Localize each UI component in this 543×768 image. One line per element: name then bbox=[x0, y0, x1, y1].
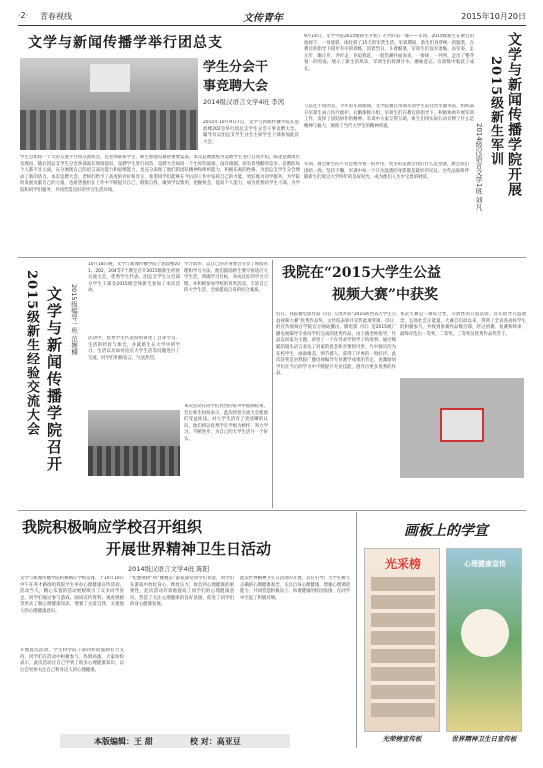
article-cadre-election bbox=[18, 28, 300, 256]
title-line-1: 我院积极响应学校召开组织 bbox=[22, 518, 203, 536]
article-body-2: 开展此次活动，学生和学院干部同样的鼓励有力支持，同学们在活动中积极参与，热情高涨，大家纷纷表示，此次活动让自己学到了很多心理健康知识，以后会更加关注自己和身边人的心理健康。 bbox=[20, 648, 124, 673]
article-military-training bbox=[304, 28, 526, 256]
article-body-3: 学习软件，以自己的亲身体会分享了时间管理和学习方法，他们鼓励新生要尽快适应大学生活，明确学习目标，养成良好的学习习惯，并积极参加学校的各类活动，丰富自己的大学生活，全面提高自身的综合素质。 bbox=[184, 262, 268, 294]
article-body-2: 本次大赛是一项综合性、开放性的公益活动，旨在倡导公益理念，弘扬社会正能量，大赛自启动以来，得到了全省各高校学生的积极参与，共收到参赛作品数百部，经过初赛、复赛和终审，最终评选出一等奖、二等奖、三等奖及优秀作品奖若干。 bbox=[400, 312, 526, 337]
article-lead: 2015年10月9日7点，文学与新闻传播学院在思政楼202室举行团总支学生分会干事竞聘大会。辅导员吴团总支学生分会主席学生干部参加此次大会。 bbox=[203, 120, 299, 145]
article-body-3: “松弛摇椅”和“叠叠乐”游戏深受同学们喜爱，同学们在游戏中放松身心，释放压力，体会到心理健康的重要性，此次活动有效地提高了同学们的心理健康意识，营造了关注心理健康的良好氛围，促进了同学们的身心健康发展。 bbox=[130, 576, 234, 608]
article-subtitle bbox=[203, 58, 303, 96]
poster-graphic bbox=[461, 609, 509, 657]
proofreader-credit: 校 对：高亚豆 bbox=[190, 737, 241, 746]
vertical-subtitle: 2015级新生经验交流大会 bbox=[24, 270, 39, 437]
article-body-4: 本次活动在同学们热烈的掌声中圆满结束，会后新生纷纷表示，此次经验交流大会使他们受益匪浅，对大学生活有了更清晰的认识，他们将以优秀学长学姐为榜样，努力学习，不断进步，为自己的大学生活开一个好头。 bbox=[184, 404, 268, 442]
article-video-award bbox=[276, 260, 526, 508]
poster-title: 光采榜 bbox=[384, 557, 421, 571]
article-body-1: 10月18日晚，文学与新闻传播学院于思政楼201、202、204等7个教室召开2015级新生经验交流大会，优秀学生代表、团总支学生分会部分学生干部及2015级全体新生参加了本次活动。 bbox=[88, 262, 180, 294]
article-poster-board bbox=[360, 512, 526, 748]
title-line-1: 我院在“2015大学生公益 bbox=[282, 265, 442, 281]
page-header bbox=[18, 8, 526, 26]
article-body: 学生会如同一个大的交流平台和交流机会，是老师联系学生，师生加强沟通的重要渠道。本次竞聘流程为竞聘学生进行自我介绍，陈述竞聘岗位及理由，随后团总支学生分会各部部长现场提问，竞聘学生进行回答，竞聘大会如同一个生好的战场，没有硝烟，却有着残酷的竞争。竞聘的每个人都不甘示弱，充分展现自己的语言表达能力和思维能力，也充分表现了他们的团队精神和组织能力，积极乐观的性格，为团总支学生分会增添了新的活力。本次竞聘大会，老师们给予了高度的评价和肯定，希望同学们能够在今后的工作中发挥自己的才能，更好地为同学服务，为学院的发展贡献自己的力量，也希望他们在工作中不断提升自己，锻炼自我，做到学以致用，把握机会，提高个人能力，成为优秀的学生干部，为学院和同学们服务，共同营造良好的学习生活环境。 bbox=[20, 155, 300, 193]
page-number: ·2· bbox=[18, 11, 29, 20]
article-body-2: 活动中，优秀学生代表纷纷讲述了自身学习、生活的经验与体会，并就新生在大学中的学习、生活以及如何适应大学生活等问题进行了交流，同学们积极发言，气氛热烈。 bbox=[88, 336, 180, 361]
issue-date: 2015年10月20日 bbox=[461, 12, 526, 21]
photo-screen bbox=[90, 64, 130, 92]
article-experience-exchange bbox=[18, 260, 270, 508]
caption-honor-board: 光荣榜宣传板 bbox=[382, 735, 422, 743]
masthead: 文传青年 bbox=[243, 13, 283, 24]
photo-election-meeting bbox=[20, 58, 198, 150]
photo-mental-health-board bbox=[446, 548, 522, 732]
photo-certificate bbox=[440, 408, 484, 442]
editor-credit: 本版编辑：王 甜 bbox=[94, 737, 153, 746]
article-body: 近日，我院微电影作品《归》入围并获“2015陕西省大学生公益视频大赛”优秀作品奖，文传院表彰并宣传此项奖项，《归》的宣传视频在学院官方网站播出。微电影《归》是2015级广播电视编导专业同学们完成的优秀作品，由王晓老师指导，作品以回家为主题，讲述了一个在外求学的学子的故事，通过细腻的镜头语言表达了对家的思念和亲情的可贵，片中演员均为在校学生，画面唯美，情节感人，获得了评委的一致好评。此次获奖是对我院广播电视编导专业教学成果的肯定，也激励同学们在今后的学习中不断提升专业技能，创作出更多优秀的作品。 bbox=[276, 312, 396, 377]
title-line-2: 视频大赛”中获奖 bbox=[332, 287, 439, 303]
article-title: 文学与新闻传播学举行团总支 bbox=[28, 35, 223, 51]
photo-people bbox=[88, 446, 180, 476]
photo-honor-board bbox=[364, 548, 440, 732]
subtitle-line-2: 事竞聘大会 bbox=[203, 79, 269, 94]
poster-text: 心理健康宣传 bbox=[464, 560, 506, 568]
divider-vertical-bottom bbox=[356, 512, 357, 748]
article-title: 画板上的学宣 bbox=[404, 523, 488, 539]
vertical-byline: 2015级编导一班 范婉楠 bbox=[70, 284, 78, 355]
photo-audience bbox=[20, 110, 198, 150]
title-line-2: 开展世界精神卫生日活动 bbox=[106, 540, 272, 558]
article-body-4: 此次世界精神卫生日活动的开展，旨在引导广大学生树立正确的心理健康观念，关注自身心理健康，增强心理调适能力，共同营造积极向上、和谐健康的校园氛围，在同学中引起了积极反响。 bbox=[240, 576, 350, 601]
article-body-3: 军训，教会新生的不仅是整齐划一的步伐，更多的是教会我们什么是坚强，教会我们团结一致、坚持不懈，军训中每一个汗水湿透的身影都是最好的见证。这些品质将伴随新生们度过大学四年的美好时光，成为他们人生中宝贵的财富。 bbox=[304, 162, 469, 181]
article-body-1: 9月14日，文学学院2015级新生开始了大学的第一课——军训，2015级新生在教官的指挥下，一身迷彩，体验到了15天的军营生活。军训期间，新生们身穿统一的服装，在教官的指导下稳步有序的训练，顶着烈日，斗着酷暑，军训生们没有退缩，站军姿，走正步，踢正步，齐步走，你追我赶，一股热潮扑面而来，一排排，一列列，走出了整齐划一的英姿，展示了新生的风采，军训生们挥洒汗水，磨砺意志，在训练中收获了成长。 bbox=[304, 34, 474, 72]
photo-exchange-meeting bbox=[88, 410, 180, 476]
page-footer bbox=[60, 734, 290, 748]
section-name: 青春视线 bbox=[40, 12, 72, 21]
vertical-title: 文学与新闻传播学院召开 bbox=[45, 286, 63, 473]
vertical-subtitle: 2015级新生军训 bbox=[488, 56, 503, 167]
vertical-title: 文学与新闻传播学院开展 bbox=[506, 32, 522, 197]
article-title bbox=[22, 516, 352, 560]
divider-vertical-mid bbox=[272, 260, 273, 508]
subtitle-line-1: 学生分会干 bbox=[203, 60, 269, 75]
article-body-2: 与以往不同的是，今年的军训期间，文学院教官带领军训学生前往饮水服务站，组织部分军训生成立医疗救护、后勤保障小组，军训生们在教官的指导下，积极协助开展军训工作，发挥了团结协作的精神。军训中大家互帮互助，新生们用实际行动诠释了什么是精神与毅力，展现了当代大学生的精神风貌。 bbox=[304, 104, 474, 129]
article-body-1: 文学与新闻传播学院积极响应学校安排，于10月10日中午在英才路组织我院学生举办心理健康宣传活动，活动当天，精心布置的活动展板吸引了众多同学驻足，同学们通过参与游戏、阅读宣传资料、观看展板等形式了解心理健康知识，增强了关爱自我、关爱他人的心理健康意识。 bbox=[20, 576, 124, 614]
photo-award-certificate bbox=[400, 378, 524, 478]
vertical-byline: 2014级汉语言文学1班 刘凡 bbox=[475, 123, 483, 211]
article-byline: 2014级汉语言文学4班 李茜 bbox=[203, 98, 285, 106]
divider-bottom bbox=[18, 510, 526, 511]
article-mental-health-day bbox=[18, 512, 354, 748]
divider-top bbox=[18, 257, 526, 258]
poster-photo-grid bbox=[371, 577, 435, 717]
article-byline: 2014级汉语言文学4班 陈阳 bbox=[128, 565, 210, 573]
caption-mental-health-board: 世界精神卫生日宣传板 bbox=[451, 735, 517, 743]
article-title bbox=[282, 262, 526, 306]
